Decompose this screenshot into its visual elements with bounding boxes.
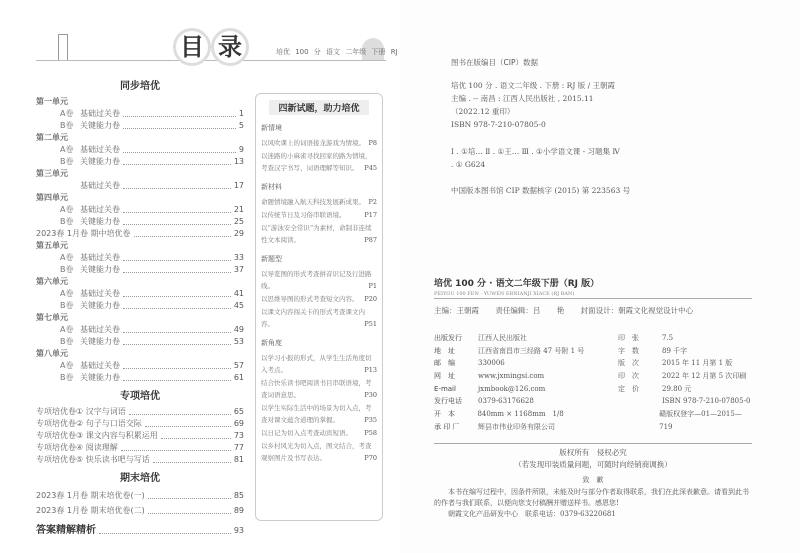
paper-label: A卷	[60, 253, 74, 262]
toc-entry[interactable]	[36, 324, 244, 336]
toc-entry[interactable]	[36, 144, 244, 156]
leader-dots	[123, 327, 231, 333]
entry-page: 45	[233, 301, 244, 310]
entry-label: 2023春 1月卷 期末培优卷(二)	[36, 505, 145, 515]
entry-label: 关键能力卷	[80, 301, 120, 310]
category-title: 新角度	[261, 339, 282, 347]
entry-page: 1	[238, 109, 244, 118]
table-of-contents	[36, 78, 244, 539]
pub-v2: 2015 年 11 月第 1 版	[662, 359, 733, 368]
toc-entry[interactable]	[36, 503, 244, 518]
pub-k: 地 址	[434, 346, 455, 355]
section-title: 专项培优	[120, 391, 160, 402]
paper-label: A卷	[60, 325, 74, 334]
toc-entry[interactable]	[36, 108, 244, 120]
pub-row	[434, 395, 754, 408]
entry-label: 基础过关卷	[80, 253, 120, 262]
item-page: P87	[364, 236, 377, 244]
unit-label: 第三单元	[36, 169, 68, 178]
highlight-item[interactable]	[261, 268, 377, 292]
toc-entry[interactable]	[36, 228, 244, 240]
highlight-item[interactable]	[261, 222, 377, 246]
entry-page: 53	[233, 337, 244, 346]
paper-label: A卷	[60, 205, 74, 214]
toc-entry[interactable]	[36, 96, 244, 108]
apology-title: 致 歉	[582, 476, 604, 484]
pub-k: 承 印 厂	[434, 422, 460, 431]
apology-contact: 朝霞文化产品研发中心 联系电话：0379-63220681	[448, 510, 616, 518]
unit-label: 第五单元	[36, 241, 68, 250]
pub-k: 出版发行	[434, 334, 462, 342]
paper-label: A卷	[60, 145, 74, 154]
item-page: P70	[364, 454, 377, 462]
entry-label: 基础过关卷	[80, 205, 120, 214]
item-text: 以传统节日及习俗串联语境。	[261, 211, 346, 219]
unit-label: 第二单元	[36, 133, 68, 142]
item-text: 以乡村风光为切入点，图文结合，考查观察图片及书写表达。	[261, 442, 372, 462]
item-text: 以“游泳安全常识”为素材，命制非连续性文本阅读。	[261, 224, 372, 244]
unit-label: 第八单元	[36, 349, 68, 358]
category-title: 新情境	[261, 124, 282, 132]
toc-entry[interactable]	[36, 300, 244, 312]
paper-label: B卷	[60, 301, 74, 310]
pub-row	[434, 357, 754, 370]
highlight-item[interactable]	[261, 150, 377, 174]
toc-entry[interactable]	[36, 288, 244, 300]
item-text: 以风吹课上的词语接龙游戏为情境。	[261, 139, 365, 147]
entry-label: 基础过关卷	[80, 145, 120, 154]
entry-page: 61	[233, 373, 244, 382]
entry-label: 基础过关卷	[80, 361, 120, 370]
category-title: 新题型	[261, 255, 282, 263]
section-title: 同步培优	[120, 81, 160, 92]
pub-v2: 89 千字	[662, 346, 688, 355]
entry-page: 13	[233, 157, 244, 166]
entry-label: 关键能力卷	[80, 157, 120, 166]
highlight-item[interactable]	[261, 352, 377, 376]
pub-k2: 定 价	[618, 384, 639, 393]
leader-dots	[145, 421, 231, 427]
item-text: 命题情境融入航天科技发展新成果。	[261, 198, 365, 206]
leader-dots	[123, 183, 231, 189]
divider	[434, 443, 752, 444]
rights-line: （若发现印装质量问题，可随时向经销商调换）	[514, 460, 672, 469]
apology-body: 本书在编写过程中，因条件所限，未能及时与部分作者取得联系，我们在此深表歉意。请看到此书的作者与我们联系，以便向您支付稿酬并赠送样书。感恩您!	[434, 488, 749, 507]
entry-label: 专项培优卷⑤ 快乐读书吧与写话	[36, 455, 150, 464]
leader-dots	[123, 363, 231, 369]
entry-page: 5	[238, 121, 244, 130]
toc-entry[interactable]	[36, 276, 244, 288]
leader-dots	[123, 111, 236, 117]
cip-class: Ⅰ . ①培… Ⅱ . ①王… Ⅲ . ①小学语文课 - 习题集 Ⅳ . ① G624	[451, 147, 620, 169]
entry-page: 69	[233, 419, 244, 428]
pub-k2: 印 张	[618, 334, 639, 342]
entry-label: 关键能力卷	[80, 337, 120, 346]
unit-label: 第四单元	[36, 193, 68, 202]
leader-dots	[148, 508, 231, 514]
leader-dots	[123, 123, 236, 129]
entry-page: 37	[233, 265, 244, 274]
toc-entry[interactable]	[36, 488, 244, 503]
entry-page: 33	[233, 253, 244, 262]
entry-page: 17	[233, 181, 244, 190]
item-page: P58	[364, 429, 377, 437]
entry-page: 81	[233, 455, 244, 464]
entry-label: 基础过关卷	[80, 109, 120, 118]
entry-label: 基础过关卷	[80, 181, 120, 190]
item-text: 以课文内容闯关卡的形式考查课文内容。	[261, 308, 365, 328]
highlight-item[interactable]	[261, 209, 377, 221]
toc-entry[interactable]	[36, 192, 244, 204]
highlight-item[interactable]	[261, 293, 377, 305]
box-title: 四新试题，助力培优	[269, 100, 369, 115]
pub-v2: 29.80 元	[662, 384, 692, 393]
toc-entry[interactable]	[36, 360, 244, 372]
highlight-item[interactable]	[261, 402, 377, 426]
highlight-item[interactable]	[261, 306, 377, 330]
toc-entry[interactable]	[36, 204, 244, 216]
publication-info	[434, 332, 754, 434]
pub-row	[434, 345, 754, 358]
cip-title: 图书在版编目（CIP）数据	[451, 58, 538, 67]
leader-dots	[123, 303, 231, 309]
leader-dots	[153, 457, 231, 463]
toc-entry[interactable]	[36, 264, 244, 276]
toc-entry[interactable]	[36, 252, 244, 264]
leader-dots	[134, 231, 231, 237]
leader-dots	[121, 445, 231, 451]
toc-entry[interactable]	[36, 132, 244, 144]
item-text: 以思维导图的形式考查短文内容。	[261, 295, 359, 303]
pub-v: 辉县市伟业印务有限公司	[478, 422, 555, 431]
paper-label: B卷	[60, 265, 74, 274]
leader-dots	[99, 528, 231, 534]
entry-label: 关键能力卷	[80, 121, 120, 130]
pub-row	[434, 332, 754, 345]
rights-notice	[434, 447, 752, 471]
leader-dots	[161, 433, 231, 439]
paper-label: B卷	[60, 337, 74, 346]
pub-k2	[616, 408, 659, 421]
cip-isbn: ISBN 978-7-210-07805-0	[451, 120, 546, 129]
pub-k: 发行电话	[434, 397, 462, 406]
toc-entry[interactable]	[36, 418, 244, 430]
leader-dots	[123, 267, 231, 273]
unit-label: 第七单元	[36, 313, 68, 322]
entry-page: 65	[233, 407, 244, 416]
leader-dots	[129, 409, 231, 415]
divider	[434, 298, 752, 299]
toc-entry[interactable]	[36, 336, 244, 348]
category-title: 新材料	[261, 183, 282, 191]
book-title: 培优 100 分 · 语文二年级下册（RJ 版）	[434, 279, 600, 289]
item-page: P30	[364, 391, 377, 399]
item-text: 结合快乐读书吧阅读书目串联语境，考查词语意思。	[261, 379, 372, 399]
leader-dots	[123, 375, 231, 381]
cip-record: 中国版本图书馆 CIP 数据核字 (2015) 第 223563 号	[451, 186, 631, 195]
entry-page: 93	[233, 525, 244, 535]
toc-entry[interactable]	[36, 156, 244, 168]
entry-label: 专项培优卷③ 课文内容与积累运用	[36, 431, 158, 440]
item-page: P35	[364, 416, 377, 424]
toc-entry[interactable]	[36, 348, 244, 360]
leader-dots	[123, 339, 231, 345]
copyright-page	[400, 0, 800, 553]
toc-entry[interactable]	[36, 372, 244, 384]
entry-page: 49	[233, 325, 244, 334]
pub-v2: ISBN 978-7-210-07805-0	[662, 397, 751, 406]
pub-v2: 2022 年 12 月第 5 次印刷	[662, 372, 747, 381]
toc-entry[interactable]	[36, 430, 244, 442]
item-text: 以导览图的形式考查拼音识记及行进路线。	[261, 270, 372, 290]
leader-dots	[123, 147, 236, 153]
pub-k2	[618, 421, 662, 434]
pub-k: 开 本	[434, 410, 455, 419]
pub-v2: 赣版权登字—01—2015—719	[659, 410, 742, 431]
pub-v: 840mm × 1168mm 1/8	[477, 410, 564, 419]
entry-label: 2023春 1月卷 期末培优卷(一)	[36, 490, 145, 500]
entry-page: 57	[233, 361, 244, 370]
entry-page: 41	[233, 289, 244, 298]
entry-label: 2023春 1月卷 期中培优卷	[36, 229, 131, 238]
toc-entry[interactable]	[36, 120, 244, 132]
entry-label: 关键能力卷	[80, 373, 120, 382]
item-page: P51	[364, 320, 377, 328]
entry-label: 基础过关卷	[80, 325, 120, 334]
entry-page: 73	[233, 431, 244, 440]
entry-label: 关键能力卷	[80, 265, 120, 274]
pub-k: 网 址	[434, 372, 455, 381]
item-page: P20	[364, 295, 377, 303]
paper-label: A卷	[60, 109, 74, 118]
item-text: 以学习小报的形式，从学生生活角度切入考点。	[261, 354, 372, 374]
entry-label: 关键能力卷	[80, 217, 120, 226]
item-page: P13	[364, 366, 377, 374]
cip-block	[451, 56, 631, 197]
highlight-item[interactable]	[261, 427, 377, 439]
item-text: 以日记为切入点考查动宾短语。	[261, 429, 352, 437]
highlights-box	[255, 93, 383, 521]
toc-entry[interactable]	[36, 454, 244, 466]
pub-k2: 版 次	[618, 359, 639, 368]
item-page: P2	[368, 198, 377, 206]
pub-k: 邮 编	[434, 359, 455, 368]
highlight-item[interactable]	[261, 440, 377, 464]
paper-label: B卷	[60, 157, 74, 166]
leader-dots	[123, 219, 231, 225]
entry-label: 专项培优卷① 汉字与词语	[36, 407, 126, 416]
highlight-item[interactable]	[261, 377, 377, 401]
leader-dots	[123, 159, 231, 165]
rights-line: 版权所有 侵权必究	[559, 448, 627, 457]
pub-v: 0379-63176628	[478, 397, 534, 406]
item-text: 以学生实际生活中的场景为切入点，考查对课文蕴含道理的掌握。	[261, 404, 372, 424]
entry-page: 9	[238, 145, 244, 154]
leader-dots	[123, 255, 231, 261]
pub-v: jxmbook@126.com	[478, 384, 546, 393]
item-page: P1	[368, 282, 377, 290]
pub-k: E-mail	[434, 384, 456, 393]
book-pinyin: PEIYOU 100 FEN · YUWEN ERNIANJI XIACE (RJ BAN)	[434, 291, 575, 297]
entry-page: 85	[233, 490, 244, 500]
pub-v: 江西人民出版社	[478, 334, 527, 342]
paper-label: B卷	[60, 373, 74, 382]
book-meta: 培优 100 分 语文 二年级 下册 RJ	[276, 48, 398, 56]
item-page: P17	[364, 211, 377, 219]
pub-v2: 7.5	[662, 334, 674, 342]
item-text: 以迷路的小麻雀寻找回家的路为情境，考查汉字书写、词语理解等知识。	[261, 152, 372, 172]
item-page: P45	[364, 164, 377, 172]
toc-entry[interactable]	[36, 216, 244, 228]
pub-row	[434, 421, 754, 434]
leader-dots	[123, 207, 231, 213]
entry-label: 基础过关卷	[80, 289, 120, 298]
title-char: 目	[173, 28, 211, 66]
toc-entry[interactable]	[36, 312, 244, 324]
entry-label: 答案精解精析	[36, 524, 96, 536]
book-title-block	[434, 276, 599, 297]
pub-k2	[618, 395, 662, 408]
title-char: 录	[211, 28, 249, 66]
highlight-item[interactable]	[261, 196, 377, 208]
pub-v: www.jxmingsi.com	[478, 372, 545, 381]
unit-label: 第一单元	[36, 97, 68, 106]
pub-v: 江西省南昌市三经路 47 号附 1 号	[478, 346, 585, 355]
pub-v: 330006	[478, 359, 505, 368]
toc-entry[interactable]	[36, 168, 244, 180]
entry-label: 专项培优卷④ 阅读理解	[36, 443, 118, 452]
leader-dots	[148, 493, 231, 499]
toc-entry[interactable]	[36, 442, 244, 454]
highlight-item[interactable]	[261, 137, 377, 149]
toc-entry[interactable]	[36, 240, 244, 252]
entry-page: 89	[233, 505, 244, 515]
pub-k2: 印 次	[618, 372, 639, 381]
paper-label: B卷	[60, 121, 74, 130]
pub-k2: 字 数	[618, 346, 639, 355]
paper-label: B卷	[60, 217, 74, 226]
pub-row	[434, 370, 754, 383]
section-title: 期末培优	[120, 473, 160, 484]
credits: 主编：王朝霞 责任编辑：吕 艳 封面设计：朝霞文化视觉设计中心	[434, 306, 694, 315]
entry-label: 专项培优卷② 句子与口语交际	[36, 419, 142, 428]
entry-page: 77	[233, 443, 244, 452]
cip-entry: 培优 100 分 . 语文二年级 . 下册 : RJ 版 / 王朝霞主编 . -- 南昌 : 江西人民出版社 , 2015.11（2022.12 重印）	[451, 81, 616, 116]
toc-entry-answers[interactable]	[36, 522, 244, 539]
entry-page: 25	[233, 217, 244, 226]
entry-page: 21	[233, 205, 244, 214]
paper-label: A卷	[60, 361, 74, 370]
entry-page: 29	[233, 229, 244, 238]
lighthouse-icon	[58, 34, 68, 60]
paper-label: A卷	[60, 289, 74, 298]
toc-entry[interactable]	[36, 406, 244, 418]
apology-note	[434, 475, 752, 520]
toc-entry[interactable]	[36, 180, 244, 192]
leader-dots	[123, 291, 231, 297]
unit-label: 第六单元	[36, 277, 68, 286]
item-page: P8	[368, 139, 377, 147]
header-rule	[36, 60, 386, 61]
pub-row	[434, 383, 754, 396]
